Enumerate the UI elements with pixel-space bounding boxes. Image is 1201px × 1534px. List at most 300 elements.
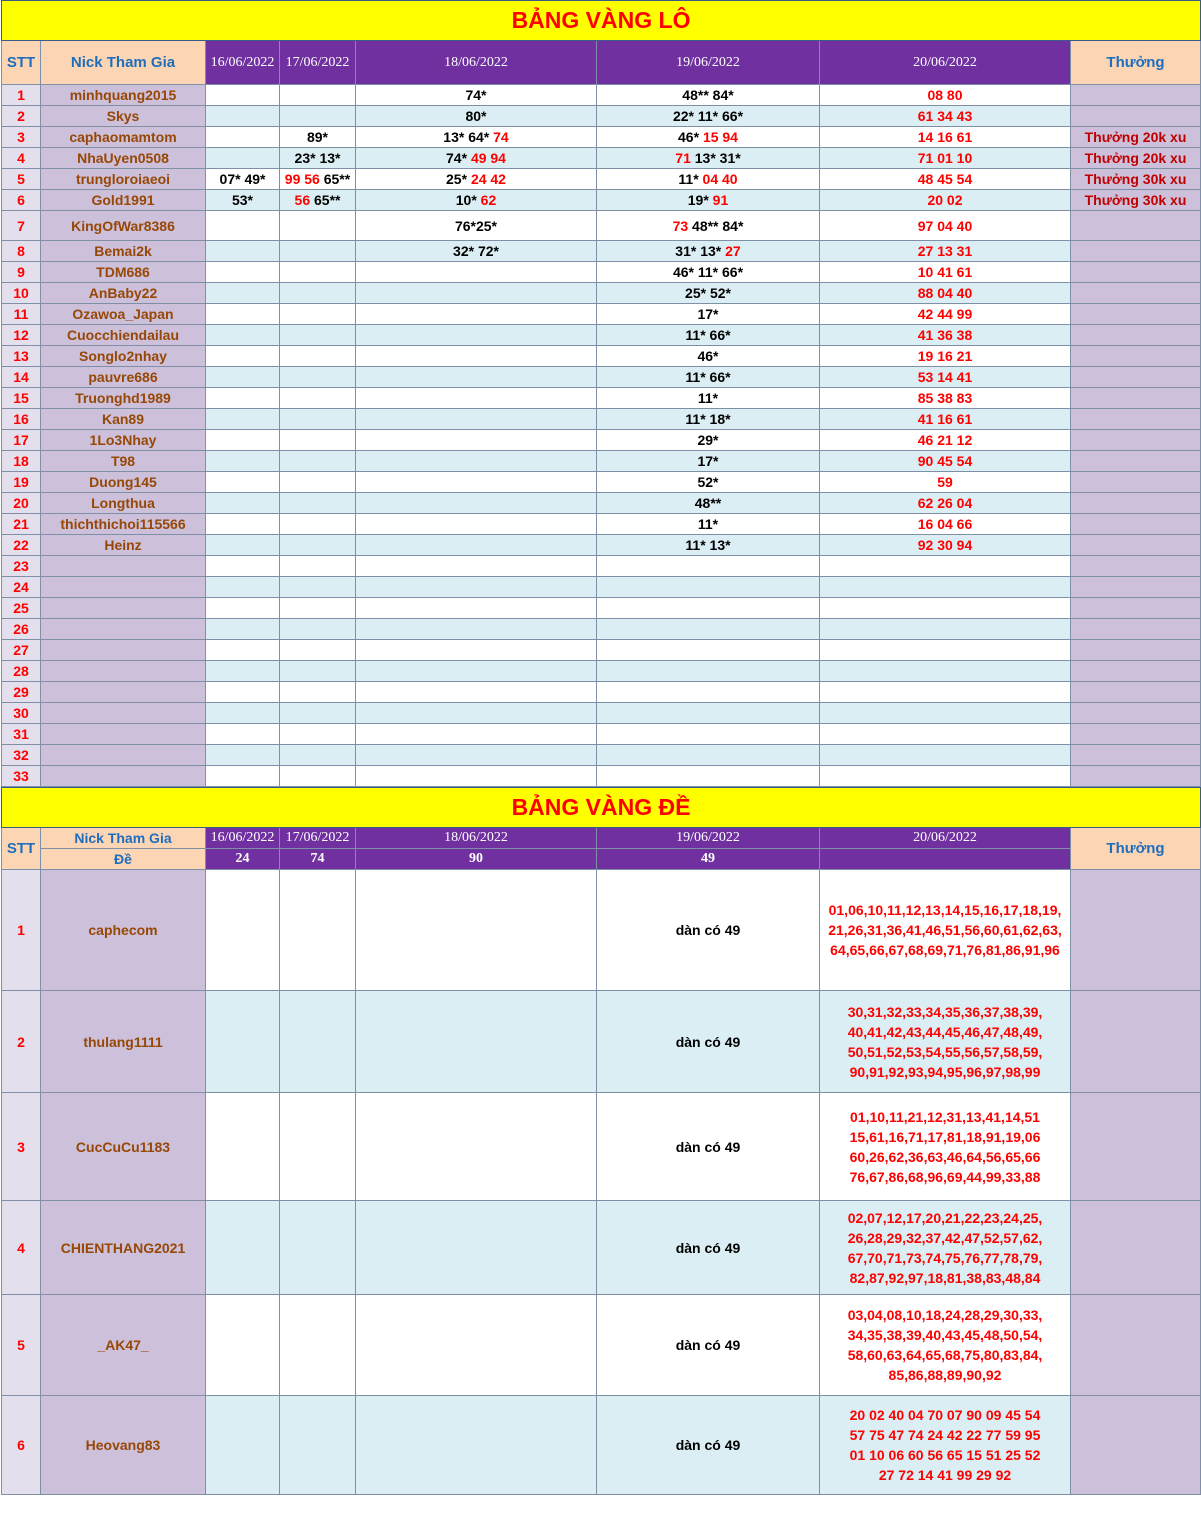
lo-pick-5 [820,703,1071,724]
lo-stt: 26 [2,619,41,640]
lo-row [2,409,1201,430]
lo-thuong: Thưởng 20k xu [1071,127,1201,148]
lo-pick-2 [280,724,356,745]
lo-pick-2 [280,106,356,127]
lo-nick: T98 [41,451,206,472]
de-number-list [820,1201,1071,1295]
lo-pick-5 [820,304,1071,325]
lo-pick-3 [356,346,597,367]
lo-pick-2 [280,451,356,472]
lo-pick-2 [280,283,356,304]
de-thuong [1071,1396,1201,1495]
lo-pick-3 [356,211,597,241]
lo-pick-3 [356,766,597,787]
lo-pick-segment: 29* [697,432,719,448]
lo-pick-segment: 89* [306,129,329,145]
de-d19-note: dàn có 49 [597,991,820,1093]
lo-pick-segment: 46 21 12 [917,432,973,448]
lo-pick-1 [206,367,280,388]
lo-pick-segment: 17* [697,306,719,322]
de-stt: 1 [2,870,41,991]
lo-pick-2 [280,325,356,346]
lo-pick-segment: 65** [323,171,351,187]
lo-pick-segment: 85 38 83 [917,390,973,406]
lo-nick: minhquang2015 [41,85,206,106]
lo-row [2,262,1201,283]
lo-pick-segment: 74* [446,150,471,166]
lo-pick-1 [206,127,280,148]
lo-row [2,85,1201,106]
lo-stt: 5 [2,169,41,190]
lo-nick [41,598,206,619]
lo-stt: 16 [2,409,41,430]
lo-pick-segment: 24 42 [470,171,506,187]
lo-pick-5 [820,85,1071,106]
lo-pick-segment: 49 94 [470,150,506,166]
de-nick: _AK47_ [41,1295,206,1396]
lo-pick-3 [356,388,597,409]
de-number-line: 03,04,08,10,18,24,28,29,30,33, [847,1307,1043,1323]
de-number-line: 30,31,32,33,34,35,36,37,38,39, [847,1003,1043,1020]
lo-thuong [1071,556,1201,577]
lo-row [2,682,1201,703]
de-header-date-1: 16/06/2022 [206,828,280,849]
lo-pick-4 [597,304,820,325]
lo-row [2,283,1201,304]
lo-header-date-1: 16/06/2022 [206,41,280,85]
lo-thuong [1071,472,1201,493]
lo-row [2,703,1201,724]
lo-nick: Ozawoa_Japan [41,304,206,325]
lo-pick-segment: 48** 84* [692,217,744,234]
de-empty-cell [206,991,280,1093]
lo-pick-4 [597,535,820,556]
lo-pick-segment: 71 01 10 [917,150,973,166]
lo-row [2,514,1201,535]
lo-pick-2 [280,211,356,241]
lo-pick-5 [820,388,1071,409]
lo-stt: 4 [2,148,41,169]
lo-pick-segment: 73 [672,217,693,234]
lo-pick-segment: 19* [687,192,713,208]
de-number-line: 67,70,71,73,74,75,76,77,78,79, [847,1249,1043,1266]
lo-pick-1 [206,241,280,262]
lo-thuong [1071,535,1201,556]
lo-stt: 10 [2,283,41,304]
lo-header-nick: Nick Tham Gia [41,41,206,85]
de-number-list [820,1396,1071,1495]
lo-pick-4 [597,262,820,283]
lo-nick: Kan89 [41,409,206,430]
lo-nick: Skys [41,106,206,127]
lo-pick-1 [206,745,280,766]
de-header-nick: Nick Tham Gia [41,828,206,849]
lo-row [2,211,1201,241]
lo-pick-segment: 15 94 [702,129,738,145]
lo-pick-2 [280,169,356,190]
lo-thuong [1071,325,1201,346]
lo-pick-4 [597,724,820,745]
lo-pick-5 [820,535,1071,556]
lo-pick-5 [820,367,1071,388]
lo-pick-2 [280,703,356,724]
lo-stt: 13 [2,346,41,367]
lo-pick-3 [356,262,597,283]
lo-pick-1 [206,766,280,787]
lo-thuong [1071,241,1201,262]
de-thuong [1071,1093,1201,1201]
lo-pick-segment: 10* [455,192,481,208]
lo-nick: TDM686 [41,262,206,283]
lo-pick-1 [206,724,280,745]
lo-pick-4 [597,451,820,472]
lo-thuong [1071,745,1201,766]
lo-pick-5 [820,493,1071,514]
lo-pick-5 [820,598,1071,619]
lo-pick-4 [597,703,820,724]
lo-pick-4 [597,388,820,409]
lo-pick-segment: 32* 72* [453,243,499,259]
lo-pick-3 [356,745,597,766]
de-row [2,1396,1201,1495]
lo-pick-segment: 46* [697,348,719,364]
lo-pick-segment: 13* 31* [694,150,741,166]
lo-stt: 30 [2,703,41,724]
de-number-line: 01,06,10,11,12,13,14,15,16,17,18,19, [828,902,1062,918]
lo-pick-2 [280,493,356,514]
lo-stt: 12 [2,325,41,346]
lo-pick-segment: 48 45 54 [917,171,973,187]
de-empty-cell [206,1093,280,1201]
lo-pick-segment: 48** 84* [682,87,734,103]
lo-pick-3 [356,535,597,556]
lo-stt: 28 [2,661,41,682]
lo-pick-4 [597,211,820,241]
lo-pick-1 [206,598,280,619]
de-number-line: 50,51,52,53,54,55,56,57,58,59, [847,1043,1043,1060]
lo-thuong [1071,619,1201,640]
lo-stt: 11 [2,304,41,325]
lo-pick-segment: 80* [465,108,487,124]
lo-pick-segment: 41 16 61 [917,411,973,427]
lo-row [2,367,1201,388]
lo-pick-4 [597,283,820,304]
lo-pick-2 [280,346,356,367]
de-result-3: 90 [356,849,597,870]
lo-pick-segment: 10 41 61 [917,264,973,280]
lo-pick-3 [356,619,597,640]
de-number-line: 34,35,38,39,40,43,45,48,50,54, [847,1327,1043,1343]
de-empty-cell [356,1093,597,1201]
lo-header-date-3: 18/06/2022 [356,41,597,85]
lo-pick-2 [280,577,356,598]
lo-row [2,346,1201,367]
de-number-line: 15,61,16,71,17,81,18,91,19,06 [849,1128,1041,1145]
lo-pick-segment: 90 45 54 [917,453,973,469]
lo-pick-segment: 11* [697,390,719,406]
lo-nick [41,745,206,766]
lo-thuong: Thưởng 30k xu [1071,190,1201,211]
lo-pick-5 [820,682,1071,703]
lo-pick-2 [280,367,356,388]
lo-nick [41,661,206,682]
lo-pick-segment: 17* [697,453,719,469]
de-number-list [820,991,1071,1093]
lo-pick-5 [820,640,1071,661]
lo-pick-4 [597,367,820,388]
de-stt: 5 [2,1295,41,1396]
lo-pick-segment: 46* 11* 66* [672,264,744,280]
lo-thuong [1071,661,1201,682]
lo-pick-4 [597,619,820,640]
lo-pick-segment: 11* 18* [685,411,731,427]
lo-pick-3 [356,598,597,619]
lo-nick: 1Lo3Nhay [41,430,206,451]
lo-pick-4 [597,577,820,598]
lo-pick-segment: 11* 13* [685,537,731,553]
lo-pick-5 [820,766,1071,787]
lo-pick-1 [206,346,280,367]
lo-pick-segment: 31* 13* [675,243,726,259]
lo-row [2,148,1201,169]
de-title: BẢNG VÀNG ĐỀ [2,788,1201,828]
de-number-line: 27 72 14 41 99 29 92 [878,1467,1012,1483]
lo-pick-5 [820,346,1071,367]
lo-pick-1 [206,325,280,346]
lo-pick-3 [356,127,597,148]
de-number-line: 90,91,92,93,94,95,96,97,98,99 [849,1063,1041,1080]
lo-row [2,493,1201,514]
de-thuong [1071,870,1201,991]
lo-thuong [1071,682,1201,703]
lo-thuong [1071,388,1201,409]
de-thuong [1071,991,1201,1093]
de-stt: 4 [2,1201,41,1295]
lo-row [2,598,1201,619]
lo-pick-segment: 41 36 38 [917,327,973,343]
lo-body [2,85,1201,787]
lo-pick-4 [597,409,820,430]
lo-header-thuong: Thưởng [1071,41,1201,85]
lo-row [2,745,1201,766]
lo-pick-segment: 19 16 21 [917,348,973,364]
lo-pick-1 [206,661,280,682]
lo-pick-1 [206,106,280,127]
lo-pick-2 [280,619,356,640]
lo-thuong [1071,367,1201,388]
lo-pick-segment: 53* [231,192,254,208]
lo-pick-4 [597,430,820,451]
lo-pick-segment: 07* 49* [219,171,266,187]
lo-pick-segment: 25* 52* [685,285,731,301]
de-number-line: 02,07,12,17,20,21,22,23,24,25, [847,1209,1043,1226]
de-nick: Heovang83 [41,1396,206,1495]
lo-pick-segment: 04 40 [702,171,738,187]
lo-pick-segment: 20 02 [927,192,963,208]
de-d19-note: dàn có 49 [597,870,820,991]
lo-pick-5 [820,430,1071,451]
lo-pick-3 [356,409,597,430]
lo-row [2,640,1201,661]
lo-row [2,430,1201,451]
lo-pick-segment: 62 26 04 [917,495,973,511]
lo-pick-segment: 52* [697,474,719,490]
lo-pick-2 [280,598,356,619]
de-stt: 3 [2,1093,41,1201]
lo-nick: Longthua [41,493,206,514]
lo-pick-2 [280,127,356,148]
lo-pick-segment: 65** [314,192,341,208]
lo-pick-segment: 48** [694,495,722,511]
lo-nick [41,682,206,703]
lo-pick-5 [820,169,1071,190]
lo-stt: 21 [2,514,41,535]
de-row [2,1201,1201,1295]
de-nick: caphecom [41,870,206,991]
de-result-4: 49 [597,849,820,870]
lo-pick-segment: 74 [493,129,509,145]
lo-pick-1 [206,682,280,703]
lo-pick-5 [820,106,1071,127]
lo-pick-5 [820,190,1071,211]
de-result-5 [820,849,1071,870]
lo-pick-1 [206,556,280,577]
lo-pick-2 [280,304,356,325]
lo-pick-3 [356,304,597,325]
lo-thuong [1071,283,1201,304]
de-d19-note: dàn có 49 [597,1093,820,1201]
lo-pick-1 [206,619,280,640]
de-empty-cell [206,1295,280,1396]
lo-pick-5 [820,211,1071,241]
lo-pick-2 [280,745,356,766]
de-number-line: 01,10,11,21,12,31,13,41,14,51 [850,1108,1040,1125]
lo-pick-4 [597,766,820,787]
de-thuong [1071,1295,1201,1396]
lo-thuong [1071,346,1201,367]
lo-thuong [1071,514,1201,535]
lo-pick-3 [356,577,597,598]
lo-stt: 32 [2,745,41,766]
de-number-line: 26,28,29,32,37,42,47,52,57,62, [847,1229,1043,1246]
lo-pick-3 [356,283,597,304]
lo-pick-1 [206,472,280,493]
de-body [2,870,1201,1495]
lo-pick-1 [206,640,280,661]
de-empty-cell [206,870,280,991]
lo-pick-2 [280,661,356,682]
lo-pick-3 [356,661,597,682]
de-empty-cell [280,991,356,1093]
lo-pick-4 [597,640,820,661]
de-empty-cell [280,1093,356,1201]
lo-pick-segment: 71 [675,150,695,166]
lo-pick-segment: 11* [678,171,703,187]
lo-pick-3 [356,472,597,493]
lo-row [2,241,1201,262]
lo-pick-segment: 97 04 40 [917,217,973,234]
lo-table [1,0,1201,787]
lo-stt: 20 [2,493,41,514]
de-result-2: 74 [280,849,356,870]
de-empty-cell [206,1201,280,1295]
de-row [2,1093,1201,1201]
lo-stt: 22 [2,535,41,556]
lo-pick-4 [597,556,820,577]
lo-pick-segment: 11* 66* [685,327,731,343]
lo-stt: 7 [2,211,41,241]
lo-pick-3 [356,325,597,346]
lo-pick-4 [597,514,820,535]
lo-pick-5 [820,661,1071,682]
lo-thuong [1071,766,1201,787]
de-number-line: 40,41,42,43,44,45,46,47,48,49, [847,1023,1043,1040]
lo-pick-2 [280,514,356,535]
de-number-line: 58,60,63,64,65,68,75,80,83,84, [847,1347,1043,1363]
de-stt: 2 [2,991,41,1093]
de-result-1: 24 [206,849,280,870]
lo-row [2,127,1201,148]
lo-thuong [1071,577,1201,598]
lo-pick-4 [597,190,820,211]
lo-pick-segment: 25* [446,171,471,187]
lo-pick-1 [206,535,280,556]
lo-pick-2 [280,430,356,451]
de-number-line: 64,65,66,67,68,69,71,76,81,86,91,96 [830,942,1060,958]
lo-stt: 1 [2,85,41,106]
lo-pick-1 [206,430,280,451]
de-header-thuong: Thưởng [1071,828,1201,870]
de-empty-cell [356,1201,597,1295]
lo-pick-segment: 23* 13* [294,150,341,166]
lo-pick-5 [820,472,1071,493]
lo-nick [41,640,206,661]
lo-pick-1 [206,493,280,514]
lo-thuong [1071,598,1201,619]
lo-nick: caphaomamtom [41,127,206,148]
lo-pick-2 [280,640,356,661]
lo-pick-3 [356,682,597,703]
lo-thuong: Thưởng 30k xu [1071,169,1201,190]
lo-stt: 31 [2,724,41,745]
de-empty-cell [356,870,597,991]
lo-nick: thichthichoi115566 [41,514,206,535]
lo-nick: pauvre686 [41,367,206,388]
de-empty-cell [356,991,597,1093]
lo-pick-segment: 59 [937,474,953,490]
lo-pick-2 [280,556,356,577]
lo-pick-4 [597,598,820,619]
lo-pick-segment: 27 [725,243,741,259]
lo-nick: Truonghd1989 [41,388,206,409]
lo-pick-segment: 27 13 31 [917,243,973,259]
lo-pick-1 [206,283,280,304]
lo-stt: 6 [2,190,41,211]
lo-pick-segment: 91 [712,192,729,208]
lo-pick-segment: 16 04 66 [917,516,973,532]
lo-thuong [1071,493,1201,514]
lo-pick-4 [597,325,820,346]
lo-pick-segment: 61 34 43 [917,108,973,124]
lo-row [2,106,1201,127]
lo-pick-2 [280,190,356,211]
lo-pick-4 [597,148,820,169]
lo-pick-2 [280,682,356,703]
lo-pick-5 [820,127,1071,148]
lo-pick-4 [597,169,820,190]
de-empty-cell [280,1295,356,1396]
lo-pick-3 [356,724,597,745]
